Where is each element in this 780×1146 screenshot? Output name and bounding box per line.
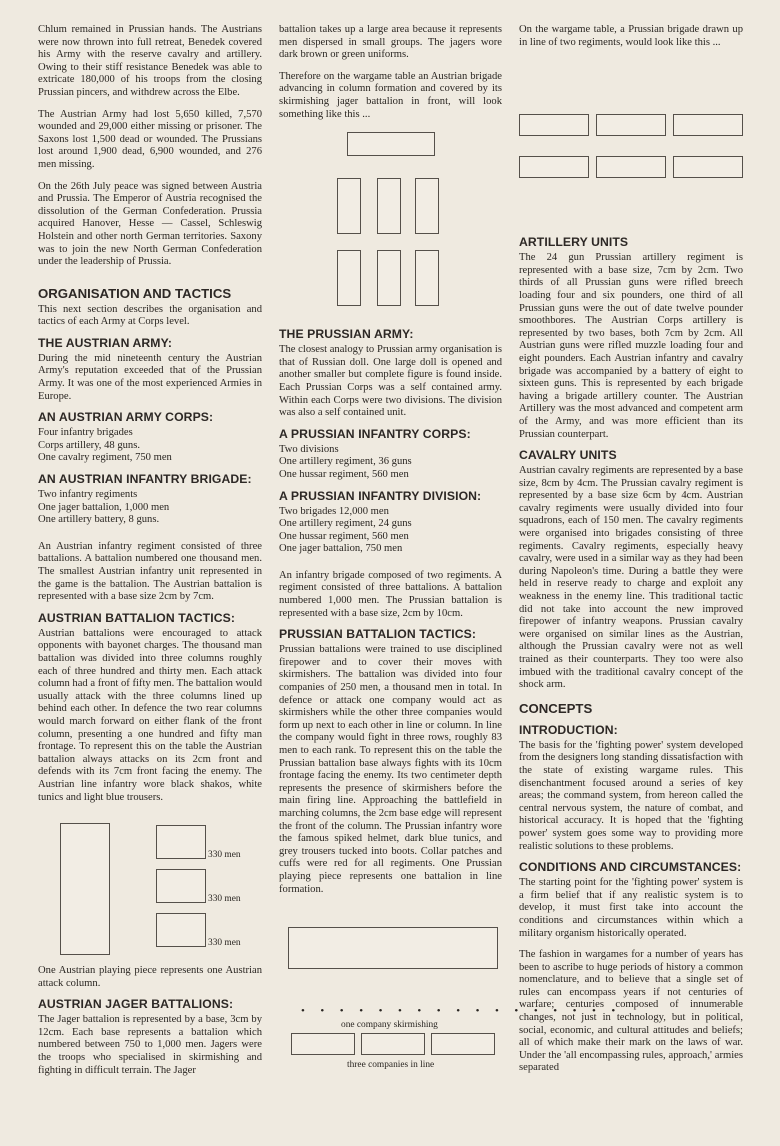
- heading: A PRUSSIAN INFANTRY DIVISION:: [279, 488, 482, 503]
- brigade-list: [38, 489, 262, 527]
- paragraph: The 24 gun Prussian artillery regiment is represented with a base size, 7cm by 2cm. Two thirds of all Prussian guns were rifled breech loading four and six pounders, one third of all Prussian guns were the out of date twelve pounder smoothbores. The Austrian Corps artillery is represented by two bases, both 7cm by 2cm. All Austrian guns were rifled muzzle loading four and eight pounders. Each Austrian infantry and cavalry brigade was accompanied by a battery of eight to sixteen guns. This is represented by each brigade having a brigade artillery counter. The Austrian Artillery was the most advanced and competent arm of the Army, and was more efficient than its Prussian counterpart.: [519, 252, 743, 440]
- attack-column-1: [156, 825, 206, 859]
- heading: CONDITIONS AND CIRCUMSTANCES:: [519, 860, 742, 875]
- battalion-base: [596, 156, 666, 178]
- list-item: One jager battalion, 1,000 men: [38, 501, 170, 513]
- section-heading: ORGANISATION AND TACTICS: [38, 285, 232, 301]
- paragraph: Prussian battalions were trained to use disciplined firepower and to cover their moves with skirmishers. The battalion was divided into four companies of 250 men, a thousand men in total. In defence or attack one company would act as skirmishers while the other three companies would form up next to each other in line or column. In line the company would fight in three rows, roughly 83 men to each rank. To represent this on the table the Prussian battalion base always fights with its 10cm frontage facing the enemy. Its two centimeter depth represents the presence of skirmishers before the main firing line. Approaching the battlefield in marching columns, the 2cm base edge will represent the front of the column. The Prussian infantry wore the famous spiked helmet, dark blue tunics, and grey trousers tucked into boots. Collar patches and cuffs were red for all regiments. One Prussian playing piece represents one battalion in line formation.: [279, 644, 502, 895]
- column-3: [519, 24, 743, 1084]
- jager-base: [347, 132, 435, 156]
- attack-column-3: [156, 913, 206, 947]
- column-label: 330 men: [208, 894, 241, 905]
- paragraph: Austrian cavalry regiments are represented by a base size, 8cm by 4cm. The Prussian cavalry regiment is represented by a base size 6cm by 4cm. Austrian cavalry regiments were usually divided into four squadrons, each of 150 men. The cavalry regiments were organised into brigades consisting of three regiments. Cavalry regiments, especially heavy cavalry, were used in a similar way as they had been during Napoleon's time. During a battle they were held in reserve ready to charge and exploit any weakness in the enemy line. This traditional tactic did not take into account the new improved firepower of infantry weapons. Prussian cavalry were organised on similar lines as the Austrian, although the Prussian cavalry were not as well trained as their counterparts. They too were also imbued with the traditional cavalry concept of the shock arm.: [519, 465, 743, 691]
- paragraph: The closest analogy to Prussian army organisation is that of Russian doll. One large doll is opened and another smaller but complete figure is found inside. Each Prussian Corps was a self contained army. Within each Corps were two divisions. The division was also a self contained unit.: [279, 344, 502, 419]
- battalion-base: [673, 156, 743, 178]
- heading: ARTILLERY UNITS: [519, 235, 629, 250]
- list-item: Four infantry brigades: [38, 427, 133, 439]
- heading: PRUSSIAN BATTALION TACTICS:: [279, 627, 477, 642]
- company-box: [361, 1033, 425, 1055]
- division-list: [279, 506, 502, 556]
- paragraph: Austrian battalions were encouraged to attack opponents with bayonet charges. The thousand man battalion was divided into three columns roughly each of three hundred and thirty men. Each attack column had a front of fifty men. The battalion would usually attack with the three columns lined up behind each other. In defence the two rear columns would march forward on either flank of the front column, presenting a one hundred and fifty man frontage. To represent this on the table the Austrian battalion always attacks on its 2cm front and defends with its 7cm front facing the enemy. The Austrian line infantry wore black shakos, white tunics and light blue trousers.: [38, 627, 262, 803]
- austrian-brigade-diagram: [279, 130, 502, 320]
- austrian-column-diagram: [38, 813, 262, 965]
- list-item: One artillery regiment, 36 guns: [279, 456, 412, 468]
- heading: THE PRUSSIAN ARMY:: [279, 327, 414, 342]
- battalion-base: [377, 250, 401, 306]
- battalion-base: [337, 178, 361, 234]
- paragraph: On the wargame table, a Prussian brigade drawn up in line of two regiments, would look like this ...: [519, 24, 743, 48]
- list-item: One jager battalion, 750 men: [279, 543, 403, 555]
- battalion-base: [596, 114, 666, 136]
- paragraph: The Jager battalion is represented by a base, 3cm by 12cm. Each base represents a battalion which numbered between 750 to 1,000 men. Jagers were the troops who specialised in skirmishing and fighting in difficult terrain. The Jager: [38, 1014, 262, 1076]
- battalion-base: [337, 250, 361, 306]
- prussian-brigade-diagram: [519, 58, 743, 228]
- battalion-base: [673, 114, 743, 136]
- line-label: three companies in line: [347, 1060, 435, 1071]
- paragraph: The starting point for the 'fighting power' system is a firm belief that if any realistic system is to develop, it must first take into account the conditions and circumstances within which a military organism historically operated.: [519, 877, 743, 939]
- battalion-line-base: [288, 927, 498, 969]
- heading: THE AUSTRIAN ARMY:: [38, 335, 173, 350]
- heading: INTRODUCTION:: [519, 722, 618, 737]
- column-label: 330 men: [208, 850, 241, 861]
- list-item: Corps artillery, 48 guns.: [38, 439, 141, 451]
- list-item: One hussar regiment, 560 men: [279, 530, 409, 542]
- paragraph: One Austrian playing piece represents one Austrian attack column.: [38, 965, 262, 989]
- list-item: One artillery regiment, 24 guns: [279, 518, 412, 530]
- paragraph: Therefore on the wargame table an Austrian brigade advancing in column formation and covered by its skirmishing jager battalion in front, will look something like this ...: [279, 70, 502, 120]
- heading: AUSTRIAN JAGER BATTALIONS:: [38, 997, 234, 1012]
- paragraph: The Austrian Army had lost 5,650 killed, 7,570 wounded and 29,000 either missing or prisoner. The Saxons lost 1,500 dead or wounded. The Prussians lost around 1,900 dead, 6,900 wounded, and 276 men missing.: [38, 108, 262, 170]
- defence-battalion-base: [60, 823, 110, 955]
- column-1: [38, 24, 262, 1086]
- heading: AN AUSTRIAN ARMY CORPS:: [38, 410, 214, 425]
- attack-column-2: [156, 869, 206, 903]
- list-item: Two divisions: [279, 443, 339, 455]
- battalion-base: [377, 178, 401, 234]
- paragraph: An Austrian infantry regiment consisted of three battalions. A battalion numbered one thousand men. The smallest Austrian infantry unit represented in the game is the battalion. The Austrian battalion is represented with a base size 2cm by 7cm.: [38, 540, 262, 603]
- heading: CAVALRY UNITS: [519, 448, 617, 463]
- heading: AN AUSTRIAN INFANTRY BRIGADE:: [38, 472, 252, 487]
- battalion-base: [415, 178, 439, 234]
- prussian-battalion-diagram: [279, 905, 622, 1090]
- list-item: Two infantry regiments: [38, 489, 138, 501]
- list-item: One cavalry regiment, 750 men: [38, 452, 172, 464]
- paragraph: This next section describes the organisation and tactics of each Army at Corps level.: [38, 303, 262, 328]
- battalion-base: [519, 114, 589, 136]
- column-label: 330 men: [208, 938, 241, 949]
- battalion-base: [415, 250, 439, 306]
- section-heading: CONCEPTS: [519, 700, 593, 716]
- heading: AUSTRIAN BATTALION TACTICS:: [38, 610, 235, 625]
- heading: A PRUSSIAN INFANTRY CORPS:: [279, 426, 471, 441]
- paragraph: On the 26th July peace was signed between Austria and Prussia. The Emperor of Austria recognised the dissolution of the German Confederation. Prussia acquired Hanover, Hesse — Cassel, Schleswig Holstein and other north German territories. Saxony was to join the new North German Confederation under the leadership of Prussia.: [38, 180, 262, 268]
- paragraph: The basis for the 'fighting power' system developed from the designers long standing dissatisfaction with the state of existing wargame rules. This disenchantment focused around a series of key areas; the command system, from hereon called the central nervous system, the nature of combat, and historical accuracy. It is hoped that the 'fighting power' system goes some way to providing more realistic solutions to these problems.: [519, 739, 743, 852]
- paragraph: During the mid nineteenth century the Austrian Army's reputation exceeded that of the Prussian Army. It was one of the most experienced Armies in Europe.: [38, 352, 262, 402]
- paragraph: An infantry brigade composed of two regiments. A regiment consisted of three battalions. A battalion numbered 1,000 men. The Prussian battalion is represented with a base size, 2cm by 10cm.: [279, 569, 502, 619]
- company-box: [291, 1033, 355, 1055]
- paragraph: The fashion in wargames for a number of years has been to ascribe to huge periods of history a common nomenclature, and to believe that a single set of rules can encompass years if not centuries of warfare; centuries composed of innumerable changes, not just in technology, but in political, social, economic, and cultural attitudes and beliefs; all of which make their mark on the laws of war. Under the 'all encompassing rules, approach,' armies separated: [519, 949, 743, 1074]
- list-item: One hussar regiment, 560 men: [279, 468, 409, 480]
- battalion-base: [519, 156, 589, 178]
- list-item: One artillery battery, 8 guns.: [38, 514, 160, 526]
- paragraph: battalion takes up a large area because it represents men dispersed in small groups. The jagers wore dark brown or green uniforms.: [279, 24, 502, 61]
- corps-list: [279, 444, 502, 482]
- list-item: Two brigades 12,000 men: [279, 505, 389, 517]
- corps-list: [38, 427, 262, 465]
- paragraph: Chlum remained in Prussian hands. The Austrians were now thrown into full retreat, Benedek covered his Army with the reserve cavalry and artillery. Owing to their stiff resistance Benedek was able to extricate 180,000 of his troops from the closing Prussian pincers, and withdrew across the Elbe.: [38, 24, 262, 98]
- company-box: [431, 1033, 495, 1055]
- skirmish-dots: • • • • • • • • • • • • • • • • •: [301, 1005, 622, 1018]
- skirmish-label: one company skirmishing: [341, 1020, 438, 1031]
